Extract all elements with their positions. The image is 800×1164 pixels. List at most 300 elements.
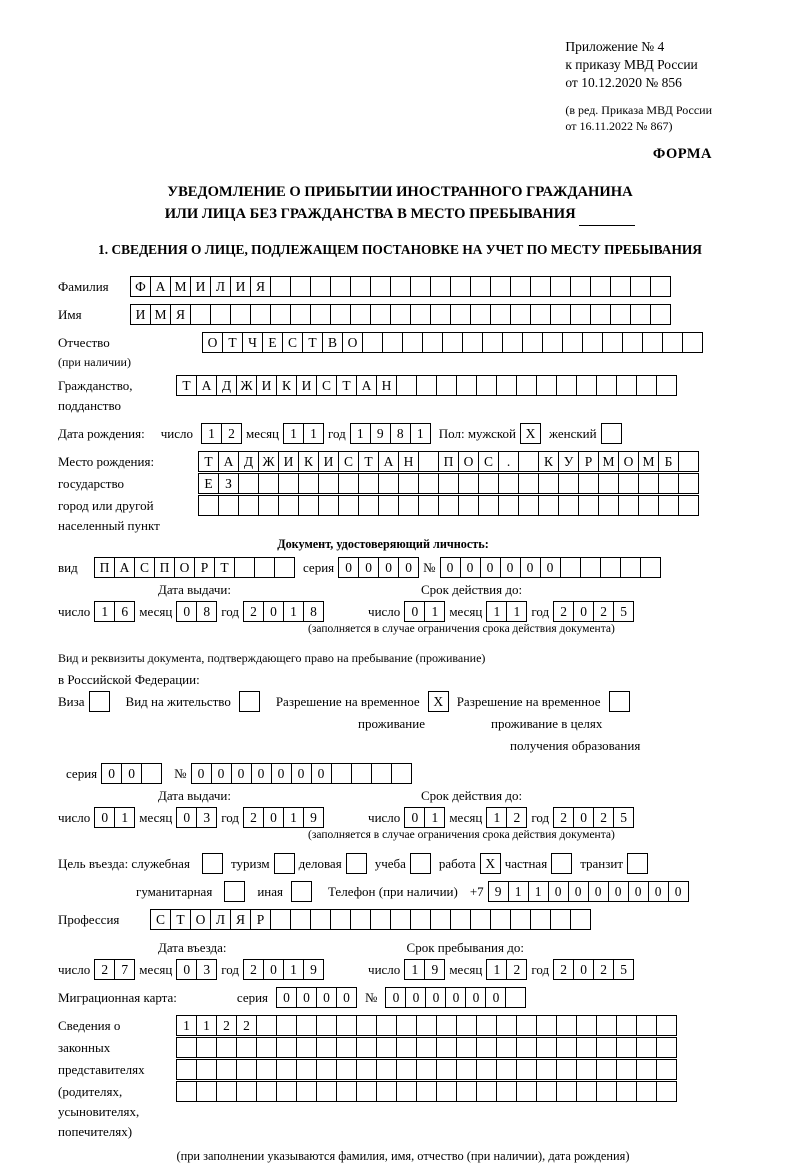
char-cell[interactable]: [316, 1015, 337, 1036]
char-cell[interactable]: 0: [573, 959, 594, 980]
char-cell[interactable]: [636, 1059, 657, 1080]
char-cell[interactable]: 0: [485, 987, 506, 1008]
char-cell[interactable]: 1: [196, 1015, 217, 1036]
char-cell[interactable]: [458, 495, 479, 516]
char-cell[interactable]: [682, 332, 703, 353]
char-cell[interactable]: [505, 987, 526, 1008]
permit-issue-year-input[interactable]: [243, 807, 324, 828]
char-cell[interactable]: [616, 1015, 637, 1036]
char-cell[interactable]: [516, 1037, 537, 1058]
char-cell[interactable]: [456, 1015, 477, 1036]
char-cell[interactable]: 1: [283, 601, 304, 622]
char-cell[interactable]: [416, 1015, 437, 1036]
char-cell[interactable]: [640, 557, 661, 578]
char-cell[interactable]: 0: [316, 987, 337, 1008]
char-cell[interactable]: [476, 375, 497, 396]
char-cell[interactable]: [296, 1081, 317, 1102]
char-cell[interactable]: [570, 304, 591, 325]
char-cell[interactable]: [190, 304, 211, 325]
char-cell[interactable]: [458, 473, 479, 494]
char-cell[interactable]: [602, 332, 623, 353]
char-cell[interactable]: [582, 332, 603, 353]
char-cell[interactable]: [196, 1059, 217, 1080]
char-cell[interactable]: [530, 276, 551, 297]
char-cell[interactable]: [298, 495, 319, 516]
char-cell[interactable]: [496, 1081, 517, 1102]
char-cell[interactable]: [356, 1037, 377, 1058]
char-cell[interactable]: [662, 332, 683, 353]
char-cell[interactable]: [416, 1059, 437, 1080]
char-cell[interactable]: [538, 473, 559, 494]
char-cell[interactable]: 9: [303, 959, 324, 980]
char-cell[interactable]: [576, 1015, 597, 1036]
char-cell[interactable]: [371, 763, 392, 784]
char-cell[interactable]: [338, 473, 359, 494]
char-cell[interactable]: [410, 909, 431, 930]
char-cell[interactable]: [318, 495, 339, 516]
char-cell[interactable]: [456, 375, 477, 396]
char-cell[interactable]: [570, 909, 591, 930]
char-cell[interactable]: 2: [94, 959, 115, 980]
char-cell[interactable]: 2: [553, 959, 574, 980]
char-cell[interactable]: [498, 473, 519, 494]
char-cell[interactable]: [570, 276, 591, 297]
char-cell[interactable]: [390, 276, 411, 297]
char-cell[interactable]: [331, 763, 352, 784]
char-cell[interactable]: [382, 332, 403, 353]
doc-issue-year-input[interactable]: [243, 601, 324, 622]
char-cell[interactable]: [516, 375, 537, 396]
char-cell[interactable]: [391, 763, 412, 784]
char-cell[interactable]: [656, 1037, 677, 1058]
char-cell[interactable]: [596, 1015, 617, 1036]
char-cell[interactable]: С: [282, 332, 303, 353]
stay-month-input[interactable]: [486, 959, 527, 980]
char-cell[interactable]: [310, 909, 331, 930]
char-cell[interactable]: [502, 332, 523, 353]
char-cell[interactable]: [390, 909, 411, 930]
char-cell[interactable]: [318, 473, 339, 494]
char-cell[interactable]: [590, 304, 611, 325]
char-cell[interactable]: [276, 1037, 297, 1058]
char-cell[interactable]: 8: [390, 423, 411, 444]
birthplace-input-row3[interactable]: [198, 495, 699, 516]
char-cell[interactable]: 0: [385, 987, 406, 1008]
char-cell[interactable]: [230, 304, 251, 325]
char-cell[interactable]: [422, 332, 443, 353]
char-cell[interactable]: [141, 763, 162, 784]
migration-number-input[interactable]: [385, 987, 526, 1008]
char-cell[interactable]: 0: [460, 557, 481, 578]
char-cell[interactable]: [630, 304, 651, 325]
char-cell[interactable]: 0: [121, 763, 142, 784]
char-cell[interactable]: [556, 1037, 577, 1058]
char-cell[interactable]: 0: [101, 763, 122, 784]
char-cell[interactable]: [270, 276, 291, 297]
char-cell[interactable]: [310, 276, 331, 297]
char-cell[interactable]: [436, 1037, 457, 1058]
char-cell[interactable]: 1: [506, 601, 527, 622]
char-cell[interactable]: [258, 495, 279, 516]
char-cell[interactable]: [276, 1059, 297, 1080]
char-cell[interactable]: Т: [214, 557, 235, 578]
char-cell[interactable]: [630, 276, 651, 297]
char-cell[interactable]: [596, 1059, 617, 1080]
char-cell[interactable]: 0: [191, 763, 212, 784]
char-cell[interactable]: [430, 304, 451, 325]
char-cell[interactable]: [256, 1015, 277, 1036]
char-cell[interactable]: [330, 304, 351, 325]
char-cell[interactable]: [636, 1081, 657, 1102]
char-cell[interactable]: Т: [170, 909, 191, 930]
char-cell[interactable]: [656, 1059, 677, 1080]
char-cell[interactable]: 0: [668, 881, 689, 902]
char-cell[interactable]: [256, 1081, 277, 1102]
char-cell[interactable]: [496, 1059, 517, 1080]
char-cell[interactable]: М: [170, 276, 191, 297]
char-cell[interactable]: [316, 1081, 337, 1102]
char-cell[interactable]: 0: [231, 763, 252, 784]
char-cell[interactable]: 1: [528, 881, 549, 902]
char-cell[interactable]: [636, 1015, 657, 1036]
char-cell[interactable]: [496, 1015, 517, 1036]
permit-series-input[interactable]: [101, 763, 162, 784]
char-cell[interactable]: И: [190, 276, 211, 297]
char-cell[interactable]: [536, 375, 557, 396]
char-cell[interactable]: [376, 1037, 397, 1058]
surname-input[interactable]: [130, 276, 671, 297]
char-cell[interactable]: 0: [398, 557, 419, 578]
char-cell[interactable]: [536, 1059, 557, 1080]
char-cell[interactable]: [482, 332, 503, 353]
char-cell[interactable]: [518, 473, 539, 494]
char-cell[interactable]: [590, 276, 611, 297]
char-cell[interactable]: [176, 1081, 197, 1102]
char-cell[interactable]: 0: [276, 987, 297, 1008]
char-cell[interactable]: 0: [568, 881, 589, 902]
char-cell[interactable]: [550, 909, 571, 930]
char-cell[interactable]: С: [316, 375, 337, 396]
char-cell[interactable]: [430, 909, 451, 930]
char-cell[interactable]: 0: [404, 601, 425, 622]
birth-day-input[interactable]: [201, 423, 242, 444]
char-cell[interactable]: 1: [486, 807, 507, 828]
char-cell[interactable]: М: [638, 451, 659, 472]
char-cell[interactable]: [516, 1015, 537, 1036]
char-cell[interactable]: А: [356, 375, 377, 396]
char-cell[interactable]: [562, 332, 583, 353]
char-cell[interactable]: [510, 276, 531, 297]
char-cell[interactable]: 0: [548, 881, 569, 902]
char-cell[interactable]: [610, 276, 631, 297]
char-cell[interactable]: [596, 375, 617, 396]
char-cell[interactable]: [516, 1081, 537, 1102]
char-cell[interactable]: 5: [613, 959, 634, 980]
birthplace-input-row2[interactable]: [198, 473, 699, 494]
char-cell[interactable]: [376, 1081, 397, 1102]
birthplace-input-row1[interactable]: [198, 451, 699, 472]
char-cell[interactable]: [430, 276, 451, 297]
char-cell[interactable]: [278, 473, 299, 494]
entry-month-input[interactable]: [176, 959, 217, 980]
char-cell[interactable]: 1: [303, 423, 324, 444]
char-cell[interactable]: [416, 1037, 437, 1058]
char-cell[interactable]: [618, 495, 639, 516]
char-cell[interactable]: [476, 1059, 497, 1080]
char-cell[interactable]: [298, 473, 319, 494]
char-cell[interactable]: 0: [358, 557, 379, 578]
char-cell[interactable]: [616, 1081, 637, 1102]
char-cell[interactable]: 2: [243, 807, 264, 828]
char-cell[interactable]: Б: [658, 451, 679, 472]
char-cell[interactable]: Я: [230, 909, 251, 930]
char-cell[interactable]: [442, 332, 463, 353]
char-cell[interactable]: И: [296, 375, 317, 396]
char-cell[interactable]: 0: [480, 557, 501, 578]
char-cell[interactable]: 3: [196, 959, 217, 980]
char-cell[interactable]: [398, 473, 419, 494]
char-cell[interactable]: [396, 375, 417, 396]
char-cell[interactable]: [350, 276, 371, 297]
char-cell[interactable]: [278, 495, 299, 516]
doc-valid-day-input[interactable]: [404, 601, 445, 622]
char-cell[interactable]: С: [478, 451, 499, 472]
char-cell[interactable]: 0: [296, 987, 317, 1008]
purpose-work-checkbox[interactable]: X: [480, 853, 501, 874]
char-cell[interactable]: [576, 1081, 597, 1102]
char-cell[interactable]: [256, 1059, 277, 1080]
char-cell[interactable]: [330, 909, 351, 930]
char-cell[interactable]: [238, 473, 259, 494]
char-cell[interactable]: [296, 1037, 317, 1058]
char-cell[interactable]: Т: [358, 451, 379, 472]
char-cell[interactable]: [530, 909, 551, 930]
legal-rep-input-row3[interactable]: [176, 1059, 677, 1080]
purpose-transit-checkbox[interactable]: [627, 853, 648, 874]
char-cell[interactable]: [218, 495, 239, 516]
entry-day-input[interactable]: [94, 959, 135, 980]
char-cell[interactable]: [616, 1037, 637, 1058]
char-cell[interactable]: [236, 1081, 257, 1102]
char-cell[interactable]: О: [618, 451, 639, 472]
char-cell[interactable]: Д: [216, 375, 237, 396]
char-cell[interactable]: 2: [243, 601, 264, 622]
char-cell[interactable]: [196, 1037, 217, 1058]
char-cell[interactable]: 2: [553, 601, 574, 622]
char-cell[interactable]: [438, 495, 459, 516]
phone-input[interactable]: [488, 881, 689, 902]
char-cell[interactable]: [436, 1015, 457, 1036]
char-cell[interactable]: [616, 1059, 637, 1080]
char-cell[interactable]: [536, 1037, 557, 1058]
char-cell[interactable]: [410, 304, 431, 325]
char-cell[interactable]: [396, 1037, 417, 1058]
char-cell[interactable]: [358, 473, 379, 494]
char-cell[interactable]: О: [202, 332, 223, 353]
char-cell[interactable]: [550, 304, 571, 325]
char-cell[interactable]: [470, 909, 491, 930]
doc-number-input[interactable]: [440, 557, 661, 578]
char-cell[interactable]: С: [134, 557, 155, 578]
char-cell[interactable]: [576, 375, 597, 396]
char-cell[interactable]: И: [318, 451, 339, 472]
char-cell[interactable]: 2: [553, 807, 574, 828]
legal-rep-input-row1[interactable]: [176, 1015, 677, 1036]
char-cell[interactable]: [270, 304, 291, 325]
char-cell[interactable]: 2: [593, 807, 614, 828]
char-cell[interactable]: [250, 304, 271, 325]
char-cell[interactable]: [370, 909, 391, 930]
char-cell[interactable]: Ж: [258, 451, 279, 472]
char-cell[interactable]: [350, 304, 371, 325]
char-cell[interactable]: [290, 909, 311, 930]
char-cell[interactable]: [398, 495, 419, 516]
purpose-service-checkbox[interactable]: [202, 853, 223, 874]
char-cell[interactable]: [402, 332, 423, 353]
purpose-humanitarian-checkbox[interactable]: [224, 881, 245, 902]
char-cell[interactable]: 0: [520, 557, 541, 578]
char-cell[interactable]: [316, 1059, 337, 1080]
doc-series-input[interactable]: [338, 557, 419, 578]
char-cell[interactable]: [258, 473, 279, 494]
char-cell[interactable]: 0: [263, 601, 284, 622]
char-cell[interactable]: [558, 495, 579, 516]
char-cell[interactable]: [438, 473, 459, 494]
char-cell[interactable]: [610, 304, 631, 325]
char-cell[interactable]: 0: [336, 987, 357, 1008]
char-cell[interactable]: [378, 473, 399, 494]
doc-issue-day-input[interactable]: [94, 601, 135, 622]
char-cell[interactable]: [536, 1081, 557, 1102]
doc-valid-month-input[interactable]: [486, 601, 527, 622]
char-cell[interactable]: [396, 1081, 417, 1102]
char-cell[interactable]: Е: [198, 473, 219, 494]
char-cell[interactable]: [650, 304, 671, 325]
permit-issue-month-input[interactable]: [176, 807, 217, 828]
char-cell[interactable]: 3: [196, 807, 217, 828]
char-cell[interactable]: Ф: [130, 276, 151, 297]
char-cell[interactable]: В: [322, 332, 343, 353]
char-cell[interactable]: 1: [424, 807, 445, 828]
char-cell[interactable]: 1: [486, 959, 507, 980]
char-cell[interactable]: С: [150, 909, 171, 930]
char-cell[interactable]: [351, 763, 372, 784]
char-cell[interactable]: [498, 495, 519, 516]
char-cell[interactable]: [476, 1081, 497, 1102]
char-cell[interactable]: [478, 473, 499, 494]
char-cell[interactable]: [416, 1081, 437, 1102]
char-cell[interactable]: У: [558, 451, 579, 472]
char-cell[interactable]: [678, 473, 699, 494]
sex-male-checkbox[interactable]: X: [520, 423, 541, 444]
char-cell[interactable]: [456, 1059, 477, 1080]
char-cell[interactable]: О: [174, 557, 195, 578]
visa-checkbox[interactable]: [89, 691, 110, 712]
char-cell[interactable]: 0: [263, 807, 284, 828]
char-cell[interactable]: [310, 304, 331, 325]
char-cell[interactable]: [642, 332, 663, 353]
char-cell[interactable]: [276, 1015, 297, 1036]
char-cell[interactable]: 0: [628, 881, 649, 902]
char-cell[interactable]: 1: [350, 423, 371, 444]
char-cell[interactable]: О: [458, 451, 479, 472]
char-cell[interactable]: 0: [291, 763, 312, 784]
char-cell[interactable]: [656, 375, 677, 396]
char-cell[interactable]: [618, 473, 639, 494]
char-cell[interactable]: Ч: [242, 332, 263, 353]
char-cell[interactable]: [536, 1015, 557, 1036]
char-cell[interactable]: 9: [303, 807, 324, 828]
char-cell[interactable]: [450, 909, 471, 930]
char-cell[interactable]: [436, 1059, 457, 1080]
char-cell[interactable]: [478, 495, 499, 516]
char-cell[interactable]: [410, 276, 431, 297]
char-cell[interactable]: [450, 276, 471, 297]
char-cell[interactable]: Н: [376, 375, 397, 396]
char-cell[interactable]: 0: [573, 601, 594, 622]
char-cell[interactable]: 0: [440, 557, 461, 578]
char-cell[interactable]: [396, 1059, 417, 1080]
char-cell[interactable]: .: [498, 451, 519, 472]
char-cell[interactable]: И: [230, 276, 251, 297]
char-cell[interactable]: 1: [94, 601, 115, 622]
char-cell[interactable]: 0: [311, 763, 332, 784]
char-cell[interactable]: [476, 1015, 497, 1036]
char-cell[interactable]: [416, 375, 437, 396]
char-cell[interactable]: 2: [593, 601, 614, 622]
char-cell[interactable]: [490, 909, 511, 930]
char-cell[interactable]: П: [94, 557, 115, 578]
char-cell[interactable]: [638, 473, 659, 494]
char-cell[interactable]: 1: [283, 423, 304, 444]
char-cell[interactable]: [336, 1081, 357, 1102]
char-cell[interactable]: Л: [210, 276, 231, 297]
char-cell[interactable]: [176, 1037, 197, 1058]
char-cell[interactable]: Я: [250, 276, 271, 297]
char-cell[interactable]: [210, 304, 231, 325]
char-cell[interactable]: [316, 1037, 337, 1058]
doc-issue-month-input[interactable]: [176, 601, 217, 622]
char-cell[interactable]: 9: [488, 881, 509, 902]
char-cell[interactable]: [216, 1081, 237, 1102]
char-cell[interactable]: 0: [405, 987, 426, 1008]
char-cell[interactable]: И: [256, 375, 277, 396]
char-cell[interactable]: 1: [176, 1015, 197, 1036]
char-cell[interactable]: [418, 495, 439, 516]
char-cell[interactable]: [358, 495, 379, 516]
char-cell[interactable]: А: [378, 451, 399, 472]
char-cell[interactable]: Т: [198, 451, 219, 472]
char-cell[interactable]: Т: [222, 332, 243, 353]
stay-day-input[interactable]: [404, 959, 445, 980]
char-cell[interactable]: 0: [608, 881, 629, 902]
char-cell[interactable]: Е: [262, 332, 283, 353]
char-cell[interactable]: 2: [221, 423, 242, 444]
char-cell[interactable]: 1: [410, 423, 431, 444]
char-cell[interactable]: 2: [506, 959, 527, 980]
char-cell[interactable]: 9: [424, 959, 445, 980]
migration-series-input[interactable]: [276, 987, 357, 1008]
char-cell[interactable]: 0: [251, 763, 272, 784]
char-cell[interactable]: С: [338, 451, 359, 472]
char-cell[interactable]: [556, 1081, 577, 1102]
char-cell[interactable]: [616, 375, 637, 396]
char-cell[interactable]: [436, 375, 457, 396]
char-cell[interactable]: Р: [194, 557, 215, 578]
char-cell[interactable]: [456, 1037, 477, 1058]
char-cell[interactable]: [598, 473, 619, 494]
char-cell[interactable]: [638, 495, 659, 516]
